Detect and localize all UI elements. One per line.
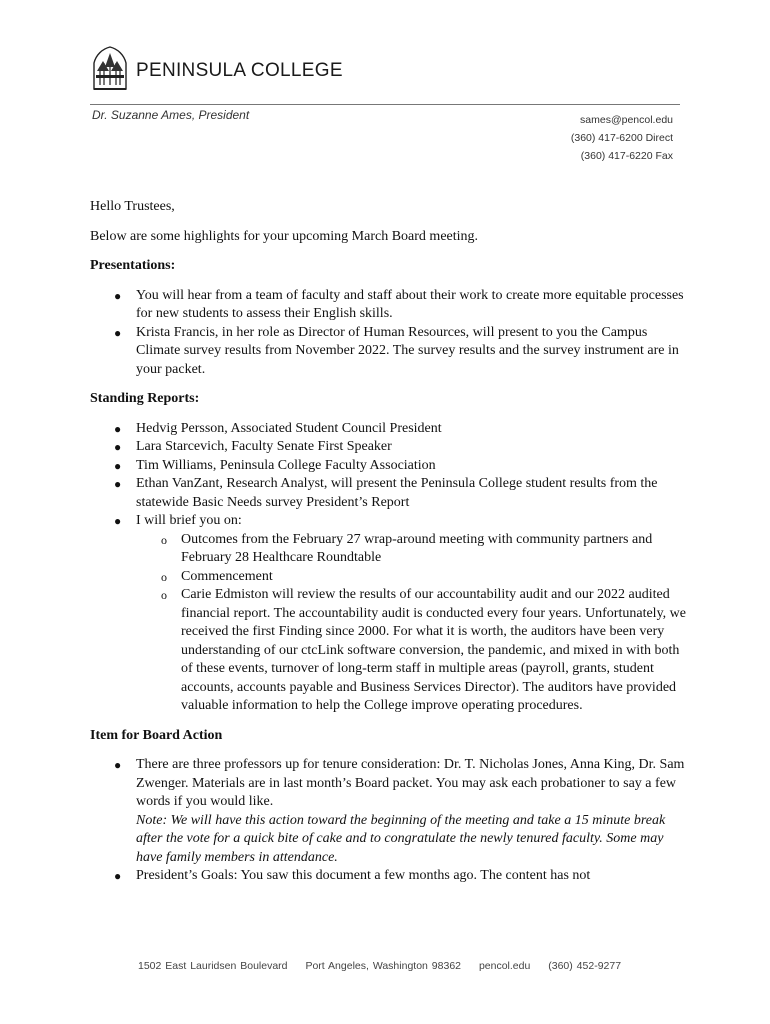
board-action-note: Note: We will have this action toward the beginning of the meeting and take a 15 minute break after the vote for a quick bite of cake and to congratulate the newly tenured faculty. Some may have family members in attendance. [136,812,666,865]
board-action-list [90,756,690,886]
footer-city: Port Angeles, Washington 98362 [305,960,462,972]
contact-phone-fax: (360) 417-6220 Fax [580,150,673,162]
contact-phone-direct: (360) 417-6200 Direct [570,132,673,144]
letterhead-divider [90,104,680,105]
section-heading-presentations: Presentations: [90,258,176,273]
footer-address: 1502 East Lauridsen Boulevard [138,960,288,972]
footer-phone: (360) 452-9277 [548,960,622,972]
contact-email: sames@pencol.edu [580,114,673,126]
footer-website: pencol.edu [478,960,531,972]
list-item: ● Ethan VanZant, Research Analyst, will present the Peninsula College student results from the statewide Basic Needs survey President’s Report [114,476,658,510]
bullet-icon: ● [114,421,122,436]
college-name: PENINSULA COLLEGE [136,60,343,81]
president-line: Dr. Suzanne Ames, President [92,108,250,122]
list-item: ● Hedvig Persson, Associated Student Council President [90,420,690,439]
bullet-icon: ● [114,288,122,303]
sub-list-item: o Commencement [136,568,690,587]
bullet-icon: ● [114,325,122,340]
hollow-bullet-icon: o [161,588,167,602]
bullet-icon: ● [114,458,122,473]
greeting: Hello Trustees, [90,199,175,214]
briefing-sublist [136,531,690,716]
list-item: ● Krista Francis, in her role as Director of Human Resources, will present to you the Campus Climate survey results from November 2022. The survey results and the survey instrument are in your packet. [114,324,679,377]
list-item: ● You will hear from a team of faculty and staff about their work to create more equitable processes for new students to assess their English skills. [114,287,684,321]
bullet-icon: ● [114,514,122,528]
section-heading-board-action: Item for Board Action [90,727,223,743]
list-item: ● Tim Williams, Peninsula College Faculty Association [90,457,690,476]
sub-list-item: o Outcomes from the February 27 wrap-around meeting with community partners and February 28 Healthcare Roundtable [161,531,653,565]
bullet-icon: ● [114,758,122,772]
list-item: ● There are three professors up for tenure consideration: Dr. T. Nicholas Jones, Anna King, Dr. Sam Zwenger. Materials are in last month’s Board packet. You may ask each probationer to say a few words if you would like. Note: We will have this action toward the beginning of the meeting and take a 15 minute break after the vote for a quick bite of cake and to congratulate the newly tenured faculty. Some may have family members in attendance. [90,756,690,867]
hollow-bullet-icon: o [161,532,167,547]
peninsula-college-logo-icon [90,45,130,93]
bullet-icon: ● [114,440,122,454]
letterhead-footer [138,960,635,972]
hollow-bullet-icon: o [161,569,167,584]
list-item: ● President’s Goals: You saw this document a few months ago. The content has not [90,867,690,886]
contact-block [571,111,673,165]
presentations-list [90,287,690,380]
sub-list-item: o Carie Edmiston will review the results of our accountability audit and our 2022 audited financial report. The accountability audit is conducted every four years. Unfortunately, we received the first Finding since 2000. For what it is worth, the auditors have been very understanding of our ctcLink software conversion, the pandemic, and mixed in with both of these events, turnover of long-term staff in multiple areas (payroll, grants, student accounts, accounts payable and Business Services Director). The auditors have provided valuable information to help the College improve operating procedures. [161,587,686,713]
standing-reports-list [90,420,690,716]
bullet-icon: ● [114,477,122,491]
section-heading-standing-reports: Standing Reports: [90,391,200,406]
list-item: ● Lara Starcevich, Faculty Senate First Speaker [90,438,690,457]
list-item: ● I will brief you on: o Outcomes from the February 27 wrap-around meeting with community partners and February 28 Healthcare Roundtable o Commencement o Carie Edmiston will review the results of our accountability audit and our 2022 audited financial report. The accountability audit is conducted every four years. Unfortunately, we received the first Finding since 2000. For what it is worth, the auditors have been very understanding of our ctcLink software conversion, the pandemic, and mixed in with both of these events, turnover of long-term staff in multiple areas (payroll, grants, student accounts, accounts payable and Business Services Director). The auditors have provided valuable information to help the College improve operating procedures. [90,512,690,716]
intro: Below are some highlights for your upcoming March Board meeting. [90,228,479,244]
letter-body [90,198,690,897]
bullet-icon: ● [114,869,122,883]
